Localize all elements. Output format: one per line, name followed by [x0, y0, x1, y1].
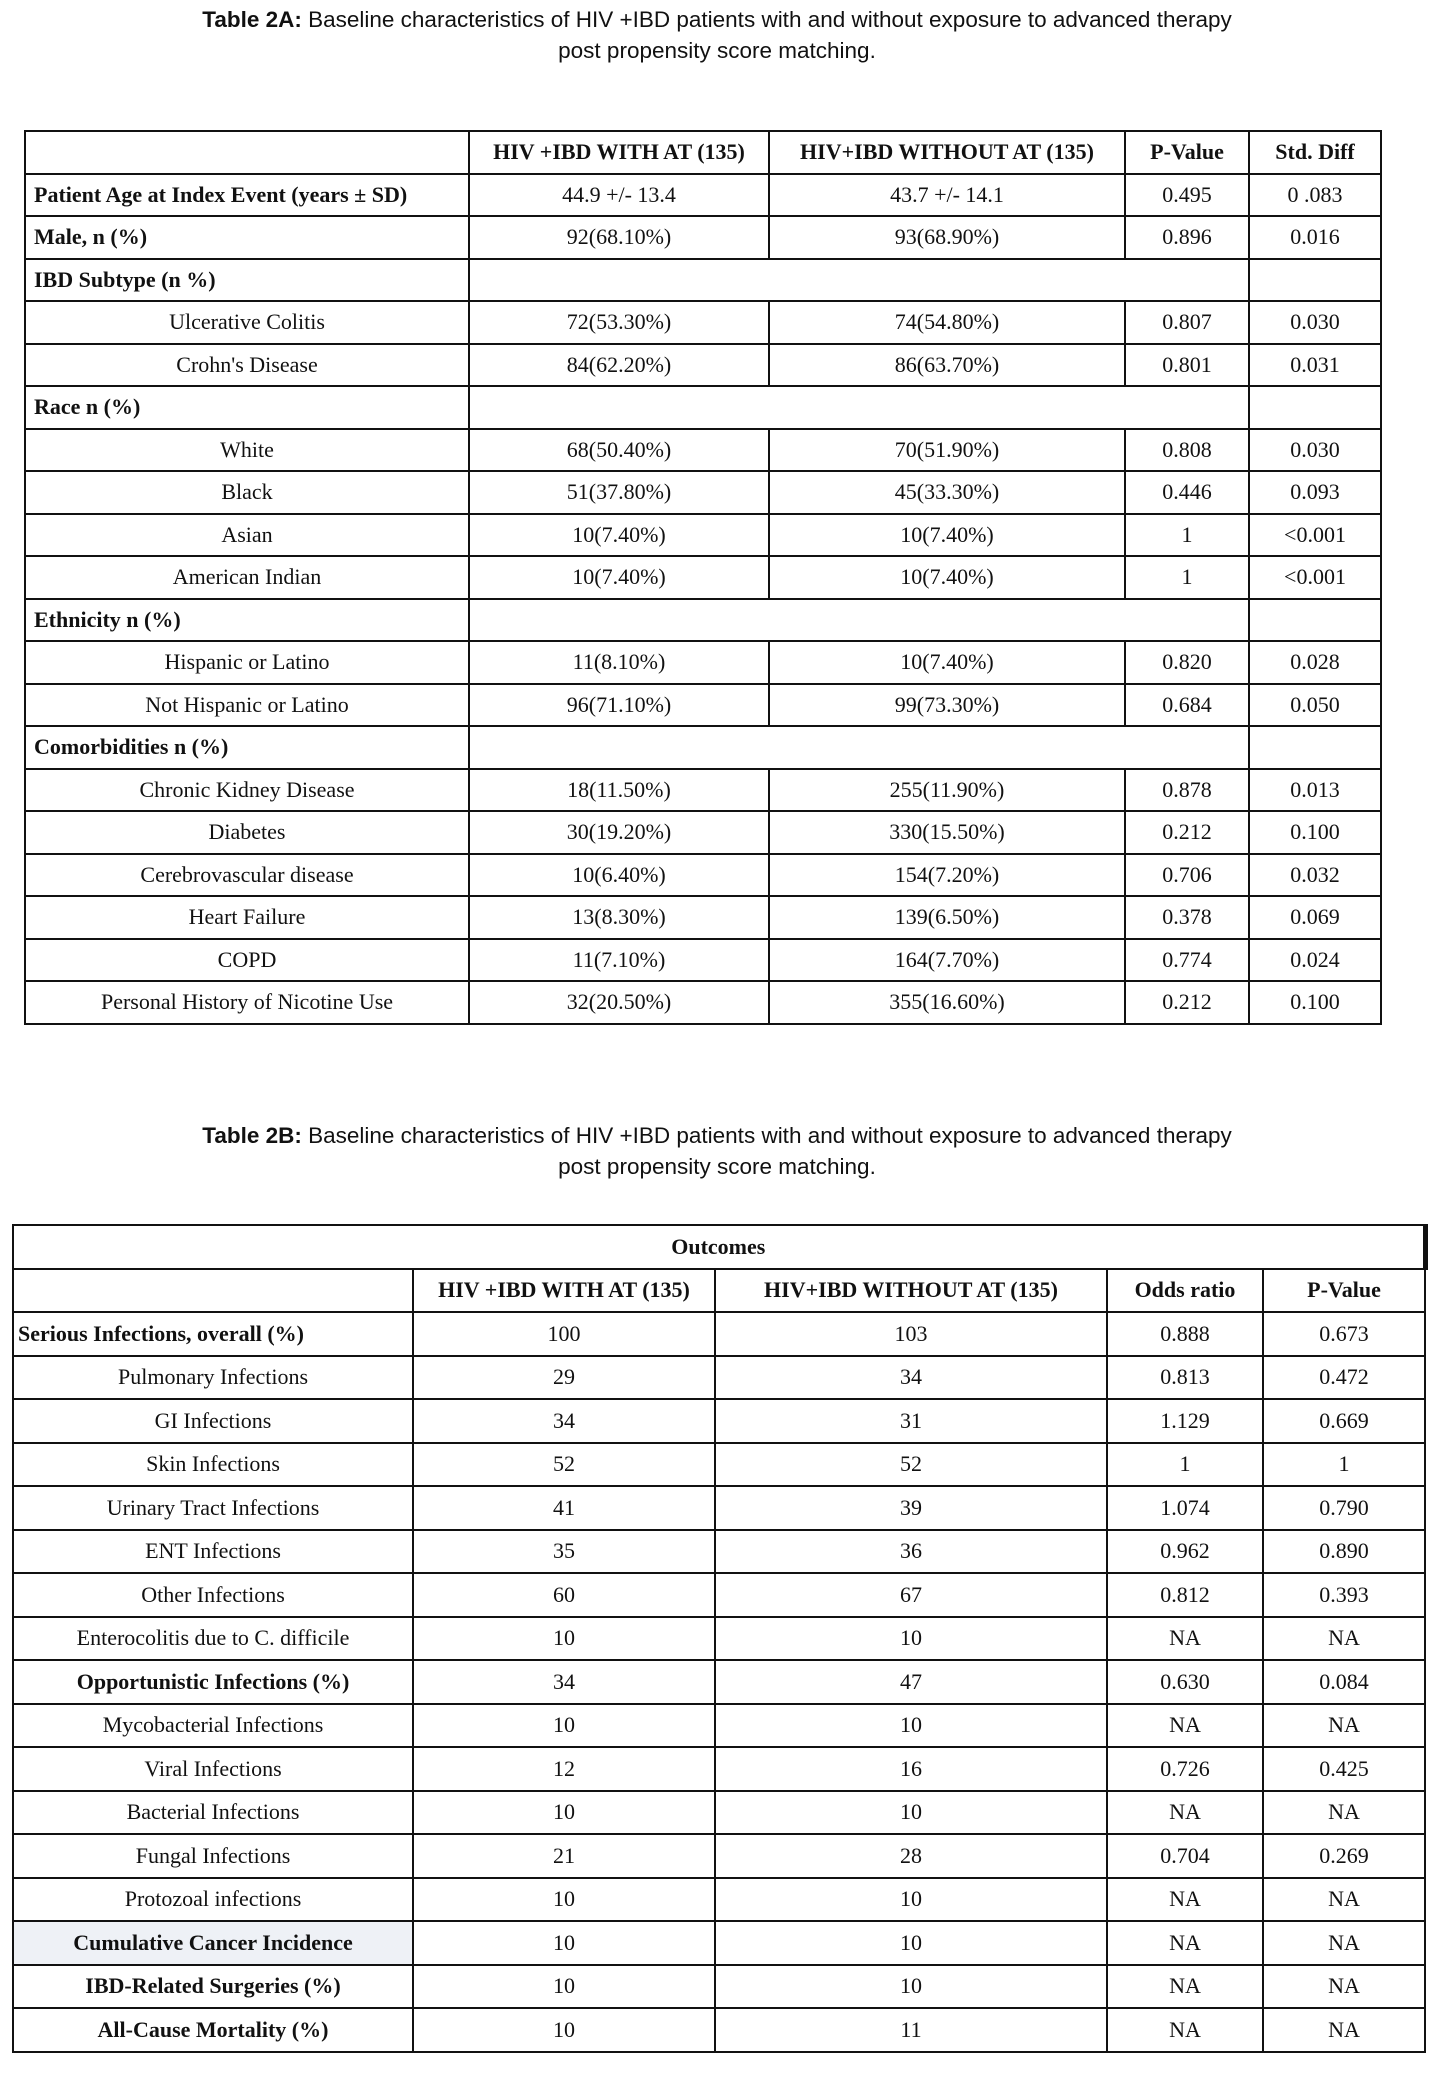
table-2a-section-row [25, 599, 1381, 642]
table-2b-row [13, 1443, 1425, 1487]
table-2b-cell: 11 [715, 2008, 1107, 2052]
table-2a-row-label: Ulcerative Colitis [25, 301, 469, 344]
table-2a-cell [469, 259, 769, 302]
table-2a-cell: 0.028 [1249, 641, 1381, 684]
table-2a-row [25, 471, 1381, 514]
table-2a-cell: 86(63.70%) [769, 344, 1125, 387]
table-2a-cell: 139(6.50%) [769, 896, 1125, 939]
outcomes-header: Outcomes [13, 1225, 1425, 1269]
table-2b-header-cell: HIV+IBD WITHOUT AT (135) [715, 1269, 1107, 1313]
table-2a-cell: <0.001 [1249, 556, 1381, 599]
table-2b-row-label: Bacterial Infections [13, 1791, 413, 1835]
table-2b-row [13, 1530, 1425, 1574]
table-2b-row [13, 1399, 1425, 1443]
table-2a-cell: 0.050 [1249, 684, 1381, 727]
table-2a-cell: 0.069 [1249, 896, 1381, 939]
table-2a-cell: 0.820 [1125, 641, 1249, 684]
table-2a-cell [1125, 259, 1249, 302]
table-2a-cell: 164(7.70%) [769, 939, 1125, 982]
table-2a-cell: 0.378 [1125, 896, 1249, 939]
table-2b-row [13, 1747, 1425, 1791]
table-2a-cell: 10(6.40%) [469, 854, 769, 897]
table-2b-cell: 0.425 [1263, 1747, 1425, 1791]
table-2b-cell: NA [1107, 1878, 1263, 1922]
table-2a-cell: 0.801 [1125, 344, 1249, 387]
table-2a-cell: 18(11.50%) [469, 769, 769, 812]
table-2a-row-label: Black [25, 471, 469, 514]
table-2a-header-cell: P-Value [1125, 131, 1249, 174]
table-2a-cell: 0.808 [1125, 429, 1249, 472]
table-2b-cell: 67 [715, 1573, 1107, 1617]
table-2b-cell: NA [1107, 1921, 1263, 1965]
table-2b-cell: 39 [715, 1486, 1107, 1530]
table-2b-cell: 60 [413, 1573, 715, 1617]
table-2b-cell: 0.888 [1107, 1312, 1263, 1356]
table-2a-row-label: Chronic Kidney Disease [25, 769, 469, 812]
table-2b-row [13, 1573, 1425, 1617]
table-2a-header-cell [25, 131, 469, 174]
table-2b-caption-label: Table 2B: [202, 1123, 302, 1148]
table-2b-cell: NA [1263, 2008, 1425, 2052]
table-2b-cell: 16 [715, 1747, 1107, 1791]
table-2b-cell: 47 [715, 1660, 1107, 1704]
table-2b-cell: 10 [715, 1617, 1107, 1661]
table-2b-cell: 10 [413, 1617, 715, 1661]
table-2a-cell: 68(50.40%) [469, 429, 769, 472]
table-2a-row-label: Patient Age at Index Event (years ± SD) [25, 174, 469, 217]
table-2a-cell: 96(71.10%) [469, 684, 769, 727]
table-2a-cell: 0.446 [1125, 471, 1249, 514]
table-2a-cell: 355(16.60%) [769, 981, 1125, 1024]
table-2b-cell: 21 [413, 1834, 715, 1878]
table-2a-cell: 1 [1125, 514, 1249, 557]
table-2a-cell: 330(15.50%) [769, 811, 1125, 854]
table-2a-cell: 10(7.40%) [769, 514, 1125, 557]
table-2a-cell: 30(19.20%) [469, 811, 769, 854]
table-2a-cell: 0.212 [1125, 981, 1249, 1024]
table-2b-cell: 36 [715, 1530, 1107, 1574]
table-2a-row [25, 896, 1381, 939]
table-2b-cell: NA [1263, 1791, 1425, 1835]
table-2a-cell [1125, 726, 1249, 769]
table-2a-row [25, 174, 1381, 217]
table-2b-cell: 10 [413, 1965, 715, 2009]
table-2a-row-label: Heart Failure [25, 896, 469, 939]
table-2b-row-label: Opportunistic Infections (%) [13, 1660, 413, 1704]
table-2a-cell [769, 259, 1125, 302]
table-2b-cell: 31 [715, 1399, 1107, 1443]
table-2b-row-label: Urinary Tract Infections [13, 1486, 413, 1530]
table-2a-cell [769, 726, 1125, 769]
table-2a-cell: 51(37.80%) [469, 471, 769, 514]
table-2b-cell: 34 [413, 1399, 715, 1443]
table-2a-row [25, 684, 1381, 727]
table-2a-cell [1249, 259, 1381, 302]
table-2b-cell: 52 [715, 1443, 1107, 1487]
table-2b-cell: 10 [715, 1704, 1107, 1748]
table-2a-cell: 154(7.20%) [769, 854, 1125, 897]
table-2a-cell [1249, 386, 1381, 429]
table-2a-cell: <0.001 [1249, 514, 1381, 557]
table-2a-section-row [25, 386, 1381, 429]
table-2b-row-label: Cumulative Cancer Incidence [13, 1921, 413, 1965]
table-2a-row [25, 556, 1381, 599]
table-2a-row [25, 769, 1381, 812]
table-2a-row-label: COPD [25, 939, 469, 982]
table-2b-cell: 28 [715, 1834, 1107, 1878]
table-2b-cell: 10 [413, 1878, 715, 1922]
table-2b-row [13, 2008, 1425, 2052]
table-2a-header-row [25, 131, 1381, 174]
table-2b [12, 1224, 1428, 2053]
table-2a-cell: 0.013 [1249, 769, 1381, 812]
table-2a-row-label: Ethnicity n (%) [25, 599, 469, 642]
table-2a-cell: 92(68.10%) [469, 216, 769, 259]
table-2a-cell: 0.030 [1249, 429, 1381, 472]
table-2b-row-label: GI Infections [13, 1399, 413, 1443]
table-2a-row [25, 429, 1381, 472]
table-2a-cell: 0.495 [1125, 174, 1249, 217]
table-2b-cell: 0.472 [1263, 1356, 1425, 1400]
table-2a-section-row [25, 259, 1381, 302]
table-2b-cell: 1 [1107, 1443, 1263, 1487]
table-2b-cell: 1 [1263, 1443, 1425, 1487]
table-2b-cell: 1.074 [1107, 1486, 1263, 1530]
table-2b-header-cell: Odds ratio [1107, 1269, 1263, 1313]
table-2b-cell: NA [1107, 1704, 1263, 1748]
table-2a-cell: 10(7.40%) [769, 556, 1125, 599]
table-2b-cell: NA [1263, 1965, 1425, 2009]
table-2a-row-label: Cerebrovascular disease [25, 854, 469, 897]
table-2a-row [25, 641, 1381, 684]
table-2b-cell: 12 [413, 1747, 715, 1791]
table-2a-cell: 0.031 [1249, 344, 1381, 387]
table-2b-cell: 0.393 [1263, 1573, 1425, 1617]
table-2b-cell: 0.890 [1263, 1530, 1425, 1574]
table-2b-row-label: Pulmonary Infections [13, 1356, 413, 1400]
table-2a-header-cell: HIV+IBD WITHOUT AT (135) [769, 131, 1125, 174]
table-2a-cell: 0.093 [1249, 471, 1381, 514]
table-2a-cell [1125, 599, 1249, 642]
table-2b-cell: NA [1107, 1617, 1263, 1661]
table-2a-row-label: American Indian [25, 556, 469, 599]
table-2b-cell: 10 [413, 1791, 715, 1835]
table-2a-cell: 0 .083 [1249, 174, 1381, 217]
table-2a-cell [469, 726, 769, 769]
table-2b-cell: 0.673 [1263, 1312, 1425, 1356]
table-2b-row-label: Other Infections [13, 1573, 413, 1617]
table-2a-cell: 93(68.90%) [769, 216, 1125, 259]
table-2a-row [25, 216, 1381, 259]
table-2a-section-row [25, 726, 1381, 769]
table-2b-header-cell [13, 1269, 413, 1313]
table-2b-cell: 10 [715, 1878, 1107, 1922]
table-2a-caption-text: Baseline characteristics of HIV +IBD patients with and without exposure to advanced therapy [301, 7, 1232, 32]
table-2a-cell: 0.706 [1125, 854, 1249, 897]
table-2b-header-cell: P-Value [1263, 1269, 1425, 1313]
table-2a-cell: 44.9 +/- 13.4 [469, 174, 769, 217]
table-2a-row-label: Comorbidities n (%) [25, 726, 469, 769]
table-2b-row-label: Viral Infections [13, 1747, 413, 1791]
table-2a-cell: 99(73.30%) [769, 684, 1125, 727]
table-2a-row-label: Crohn's Disease [25, 344, 469, 387]
table-2a-cell: 255(11.90%) [769, 769, 1125, 812]
table-2b-row [13, 1878, 1425, 1922]
table-2a-caption [0, 4, 1434, 66]
table-2b-cell: 0.630 [1107, 1660, 1263, 1704]
table-2b-cell: 0.813 [1107, 1356, 1263, 1400]
table-2a-cell: 0.878 [1125, 769, 1249, 812]
table-2a-cell: 1 [1125, 556, 1249, 599]
table-2a-cell [1249, 599, 1381, 642]
table-2b-cell: 10 [715, 1921, 1107, 1965]
table-2b-cell: 10 [715, 1965, 1107, 2009]
table-2a-cell: 32(20.50%) [469, 981, 769, 1024]
table-2b-cell: 10 [715, 1791, 1107, 1835]
table-2a-row [25, 811, 1381, 854]
table-2b-header-cell: HIV +IBD WITH AT (135) [413, 1269, 715, 1313]
table-2b-cell: 10 [413, 2008, 715, 2052]
table-2a-cell [769, 386, 1125, 429]
table-2a-caption-line2: post propensity score matching. [558, 38, 876, 63]
table-2b-cell: 0.726 [1107, 1747, 1263, 1791]
table-2b-cell: 0.962 [1107, 1530, 1263, 1574]
table-2b-cell: NA [1263, 1921, 1425, 1965]
table-2a-row-label: Race n (%) [25, 386, 469, 429]
table-2a-row-label: Personal History of Nicotine Use [25, 981, 469, 1024]
table-2b-row [13, 1486, 1425, 1530]
table-2b-row [13, 1704, 1425, 1748]
table-2b-row [13, 1791, 1425, 1835]
table-2a-row-label: Diabetes [25, 811, 469, 854]
table-2b-row [13, 1921, 1425, 1965]
table-2a-cell: 0.896 [1125, 216, 1249, 259]
table-2a-cell: 0.807 [1125, 301, 1249, 344]
table-2a-cell [1249, 726, 1381, 769]
table-2b-cell: 0.084 [1263, 1660, 1425, 1704]
table-2b-row-label: Enterocolitis due to C. difficile [13, 1617, 413, 1661]
table-2b-cell: 34 [413, 1660, 715, 1704]
table-2b-cell: 0.812 [1107, 1573, 1263, 1617]
table-2a-cell: 0.024 [1249, 939, 1381, 982]
table-2a-row [25, 981, 1381, 1024]
table-2b-row-label: IBD-Related Surgeries (%) [13, 1965, 413, 2009]
table-2b-cell: NA [1107, 1791, 1263, 1835]
table-2b-caption [0, 1120, 1434, 1182]
table-2a-cell: 10(7.40%) [469, 514, 769, 557]
table-2a-cell: 0.212 [1125, 811, 1249, 854]
table-2a-row-label: Not Hispanic or Latino [25, 684, 469, 727]
table-2a-row [25, 344, 1381, 387]
table-2b-caption-text: Baseline characteristics of HIV +IBD patients with and without exposure to advanced therapy [301, 1123, 1232, 1148]
table-2a-cell [469, 599, 769, 642]
table-2a-cell: 0.032 [1249, 854, 1381, 897]
table-2a-row [25, 939, 1381, 982]
table-2a-cell [769, 599, 1125, 642]
table-2a-cell: 0.030 [1249, 301, 1381, 344]
table-2b-cell: 10 [413, 1704, 715, 1748]
table-2b-cell: 0.790 [1263, 1486, 1425, 1530]
table-2a-cell: 70(51.90%) [769, 429, 1125, 472]
table-2b-cell: NA [1107, 2008, 1263, 2052]
table-2a-cell: 10(7.40%) [469, 556, 769, 599]
table-2a-cell: 10(7.40%) [769, 641, 1125, 684]
table-2a-row-label: Male, n (%) [25, 216, 469, 259]
table-2b-row [13, 1617, 1425, 1661]
table-2b-cell: NA [1263, 1878, 1425, 1922]
table-2b-row-label: Protozoal infections [13, 1878, 413, 1922]
table-2b-cell: 34 [715, 1356, 1107, 1400]
table-2b-row [13, 1660, 1425, 1704]
table-2b-row-label: Skin Infections [13, 1443, 413, 1487]
table-2b-cell: 100 [413, 1312, 715, 1356]
table-2a-row [25, 854, 1381, 897]
table-2a-cell [469, 386, 769, 429]
table-2b-cell: NA [1263, 1617, 1425, 1661]
table-2a-cell: 11(7.10%) [469, 939, 769, 982]
table-2a-row [25, 514, 1381, 557]
table-2b-cell: 35 [413, 1530, 715, 1574]
table-2b-cell: 29 [413, 1356, 715, 1400]
table-2b-row [13, 1965, 1425, 2009]
table-2b-cell: 52 [413, 1443, 715, 1487]
table-2b-row-label: Mycobacterial Infections [13, 1704, 413, 1748]
table-2a-caption-label: Table 2A: [202, 7, 302, 32]
table-2b-row [13, 1312, 1425, 1356]
table-2a [24, 130, 1382, 1025]
table-2a-cell: 0.100 [1249, 811, 1381, 854]
table-2a-cell [1125, 386, 1249, 429]
table-2a-cell: 45(33.30%) [769, 471, 1125, 514]
table-2a-cell: 13(8.30%) [469, 896, 769, 939]
table-2b-cell: 10 [413, 1921, 715, 1965]
table-2b-cell: 103 [715, 1312, 1107, 1356]
table-2b-row-label: ENT Infections [13, 1530, 413, 1574]
table-2a-cell: 11(8.10%) [469, 641, 769, 684]
table-2a-cell: 74(54.80%) [769, 301, 1125, 344]
table-2a-cell: 0.684 [1125, 684, 1249, 727]
table-2b-cell: 41 [413, 1486, 715, 1530]
table-2b-row-label: Fungal Infections [13, 1834, 413, 1878]
table-2a-cell: 72(53.30%) [469, 301, 769, 344]
table-2a-row-label: IBD Subtype (n %) [25, 259, 469, 302]
table-2b-cell: NA [1263, 1704, 1425, 1748]
table-2a-cell: 0.100 [1249, 981, 1381, 1024]
table-2b-cell: NA [1107, 1965, 1263, 2009]
table-2b-row-label: Serious Infections, overall (%) [13, 1312, 413, 1356]
table-2b-row [13, 1834, 1425, 1878]
table-2b-cell: 0.669 [1263, 1399, 1425, 1443]
table-2a-header-cell: Std. Diff [1249, 131, 1381, 174]
table-2b-header-row [13, 1269, 1425, 1313]
table-2a-row [25, 301, 1381, 344]
table-2b-caption-line2: post propensity score matching. [558, 1154, 876, 1179]
table-2a-row-label: White [25, 429, 469, 472]
table-2a-row-label: Asian [25, 514, 469, 557]
table-2b-row-label: All-Cause Mortality (%) [13, 2008, 413, 2052]
table-2a-cell: 84(62.20%) [469, 344, 769, 387]
table-2b-row [13, 1356, 1425, 1400]
table-2b-cell: 0.704 [1107, 1834, 1263, 1878]
table-2a-cell: 0.774 [1125, 939, 1249, 982]
table-2b-group-header-row [13, 1225, 1425, 1269]
table-2a-row-label: Hispanic or Latino [25, 641, 469, 684]
table-2b-cell: 1.129 [1107, 1399, 1263, 1443]
table-2a-cell: 0.016 [1249, 216, 1381, 259]
table-2b-cell: 0.269 [1263, 1834, 1425, 1878]
table-2a-header-cell: HIV +IBD WITH AT (135) [469, 131, 769, 174]
table-2a-cell: 43.7 +/- 14.1 [769, 174, 1125, 217]
